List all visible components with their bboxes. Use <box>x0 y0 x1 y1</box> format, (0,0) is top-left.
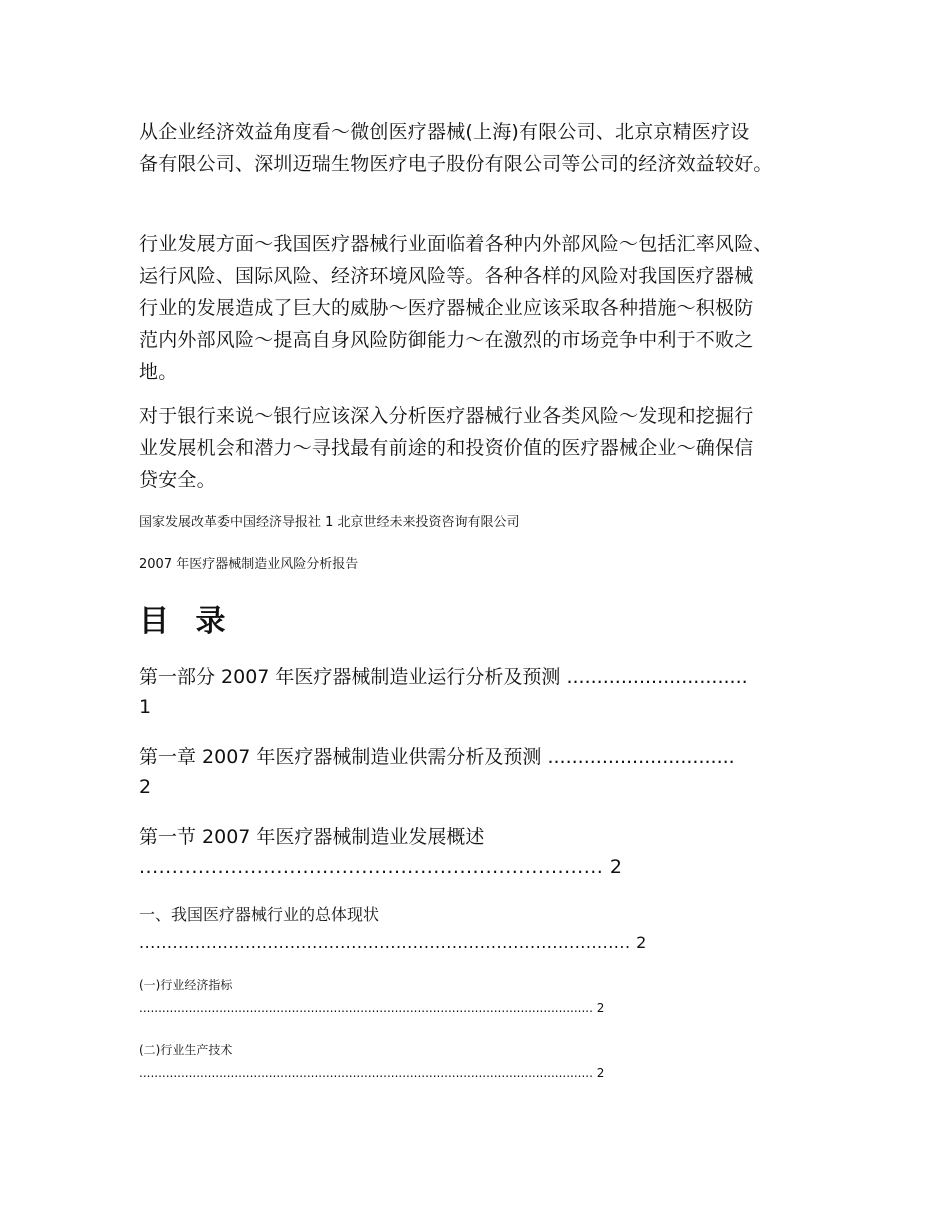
toc-entry-page: 2 <box>139 776 152 798</box>
toc-entry-page: ....................................................................................................................... 2 <box>139 1066 605 1080</box>
toc-entry-page: ....................................................................... 2 <box>139 856 623 878</box>
toc-entry-title: (一)行业经济指标 <box>139 978 233 992</box>
toc-entry-page: 1 <box>139 696 152 718</box>
toc-entry-title: 第一节 2007 年医疗器械制造业发展概述 <box>139 826 485 848</box>
paragraph-bank-advice: 对于银行来说～银行应该深入分析医疗器械行业各类风险～发现和挖掘行 业发展机会和潜力～寻找最有前途的和投资价值的医疗器械企业～确保信 贷安全。 <box>139 405 754 491</box>
toc-entry-page: ....................................................................................................................... 2 <box>139 1001 605 1015</box>
toc-entry-title: 一、我国医疗器械行业的总体现状 <box>139 905 380 924</box>
toc-entry-title: (二)行业生产技术 <box>139 1043 233 1057</box>
toc-entry-page: ........................................................................................ 2 <box>139 933 647 952</box>
toc-heading: 目 录 <box>139 604 234 639</box>
toc-entry-title: 第一章 2007 年医疗器械制造业供需分析及预测 ............................... <box>139 746 735 768</box>
publisher-line: 国家发展改革委中国经济导报社 1 北京世经未来投资咨询有限公司 <box>139 515 520 530</box>
paragraph-economic-benefit: 从企业经济效益角度看～微创医疗器械(上海)有限公司、北京京精医疗设 备有限公司、深圳迈瑞生物医疗电子股份有限公司等公司的经济效益较好。 <box>139 121 773 175</box>
toc-entry-title: 第一部分 2007 年医疗器械制造业运行分析及预测 .............................. <box>139 666 748 688</box>
report-title-line: 2007 年医疗器械制造业风险分析报告 <box>139 557 359 572</box>
paragraph-industry-risk: 行业发展方面～我国医疗器械行业面临着各种内外部风险～包括汇率风险、 运行风险、国际风险、经济环境风险等。各种各样的风险对我国医疗器械 行业的发展造成了巨大的威胁～医疗器械企业应该采取各种措施～积极防 范内外部风险～提高自身风险防御能力～在激烈的市场竞争中利于不败之 地。 <box>139 233 773 383</box>
